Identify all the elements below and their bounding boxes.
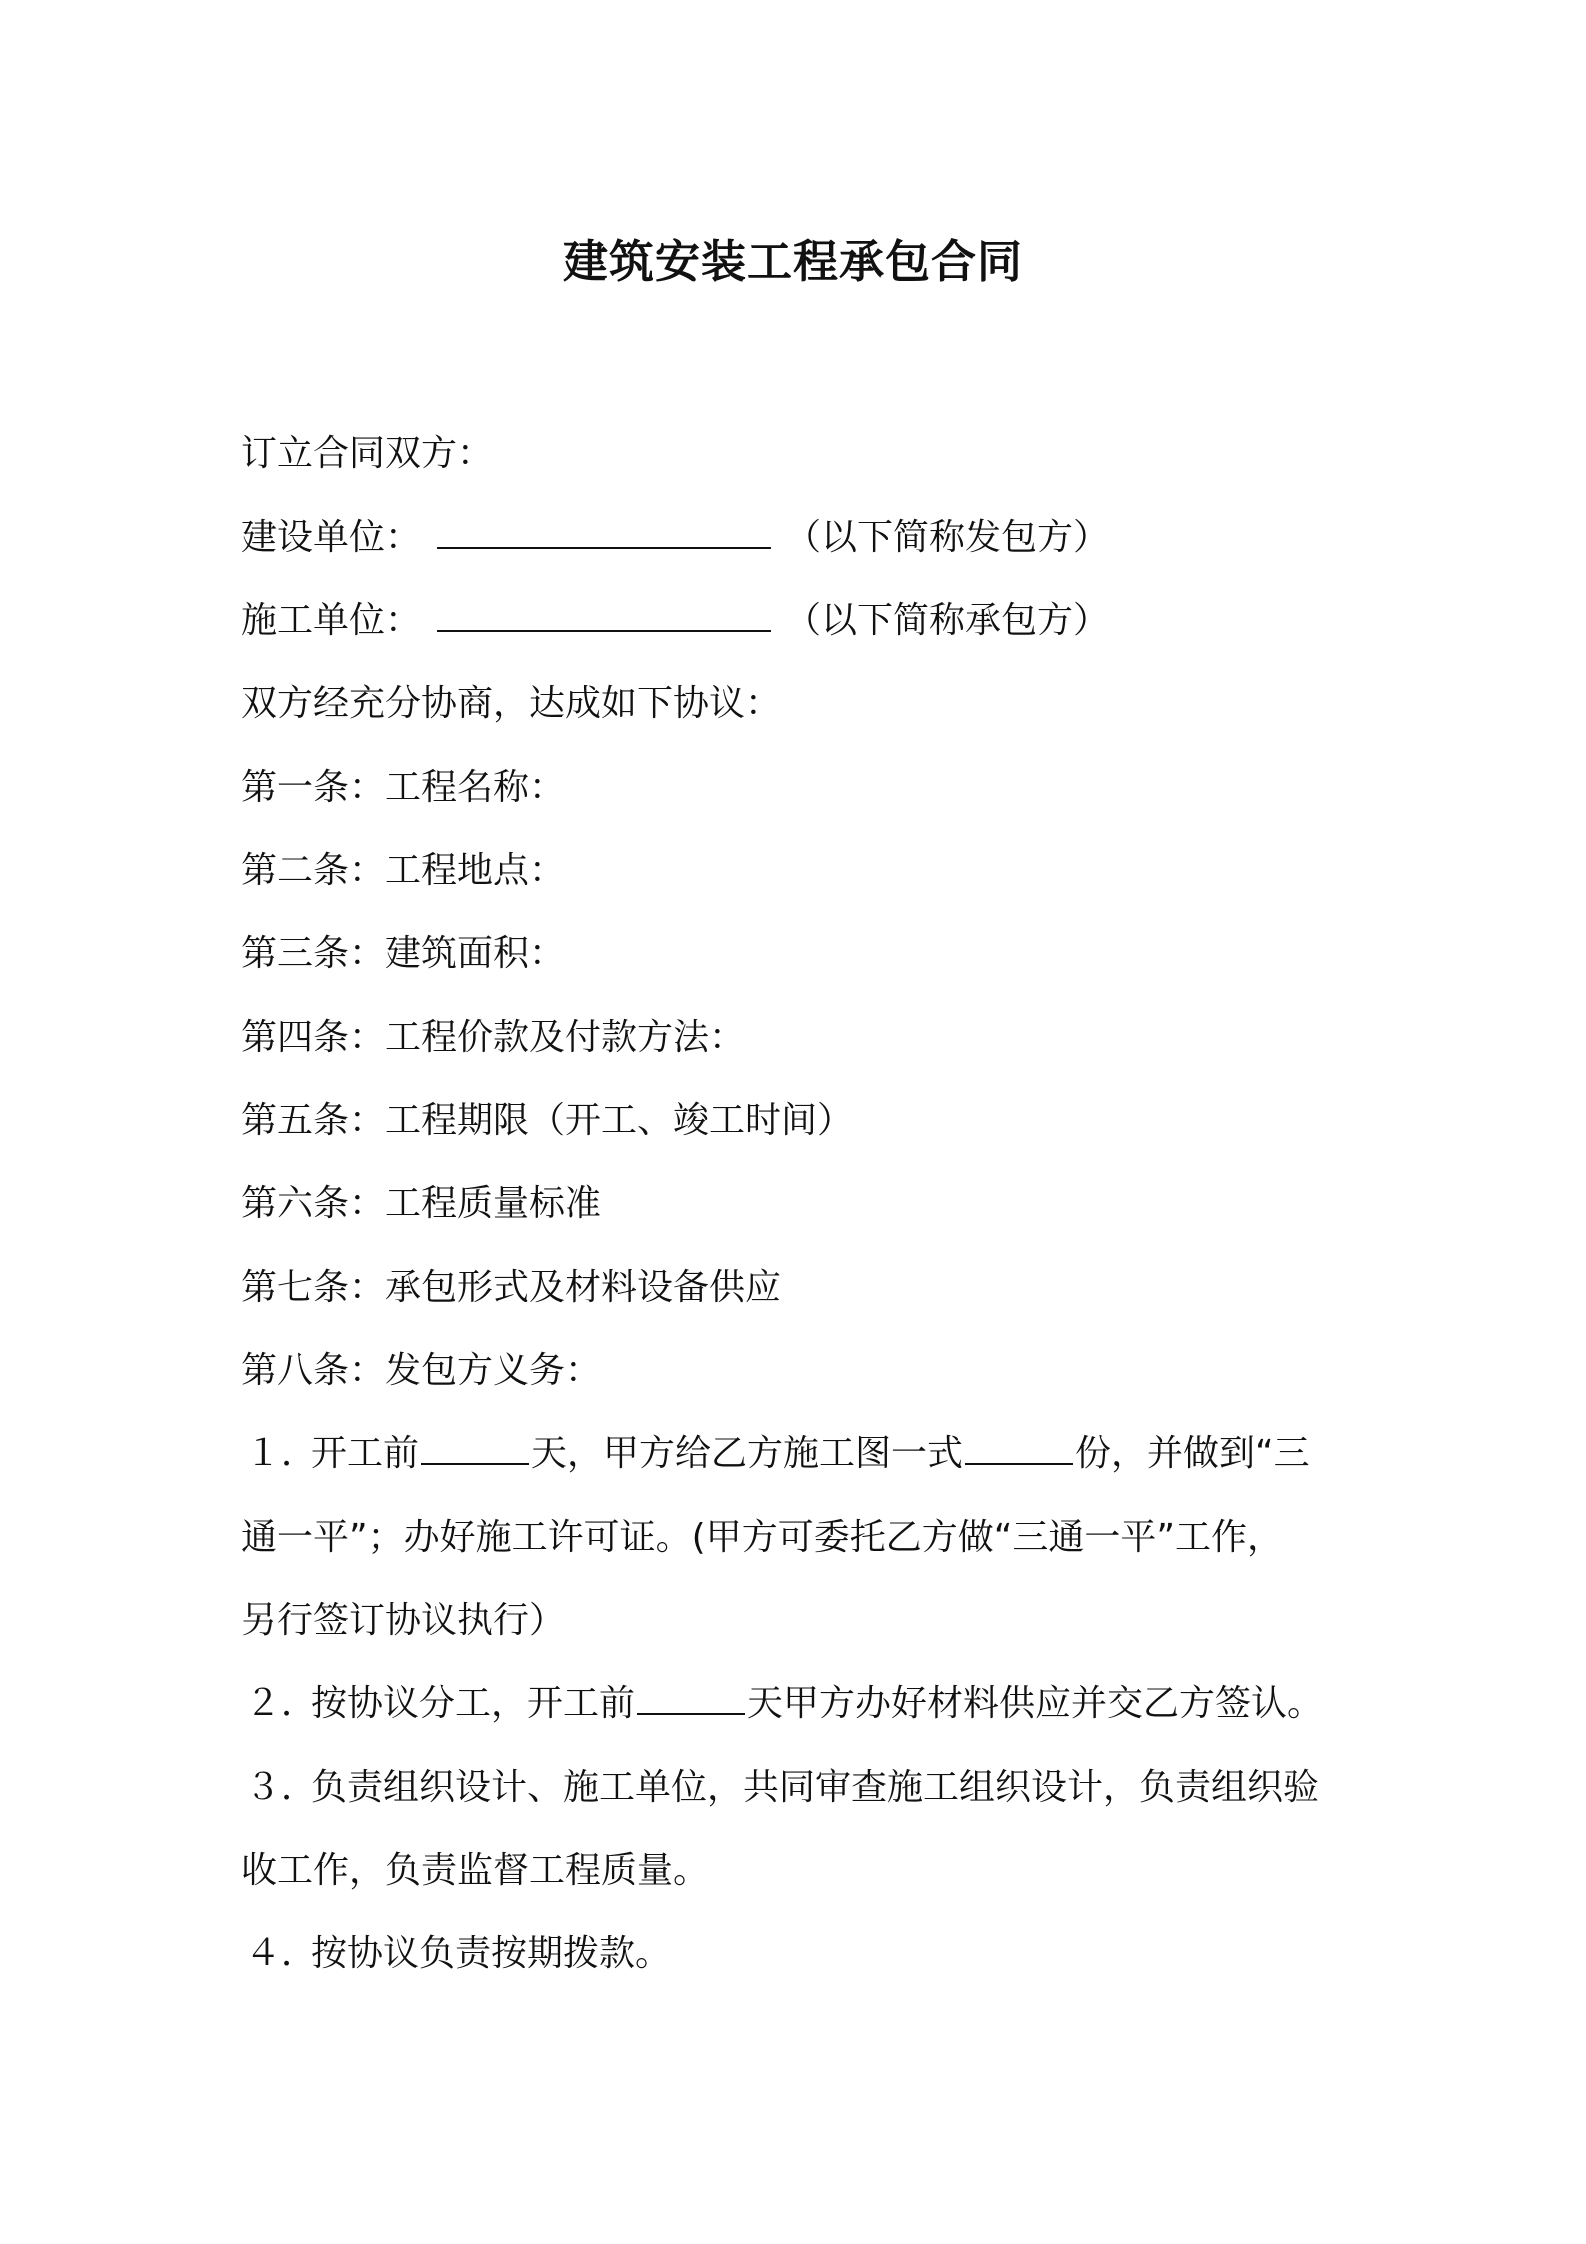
contractor-line (241, 595, 1109, 647)
article-1: 第一条：工程名称： (241, 767, 566, 808)
item-3-line-1 (241, 1762, 1319, 1814)
item-4-text: 按协议负责按期拨款。 (311, 1933, 672, 1974)
item-2-days-blank (637, 1683, 745, 1715)
item-1-text-b: 天，甲方给乙方施工图一式 (531, 1433, 964, 1474)
article-6: 第六条：工程质量标准 (241, 1183, 602, 1224)
contractor-suffix: （以下简称承包方） (785, 600, 1110, 641)
agreement-intro: 双方经充分协商，达成如下协议： (241, 683, 782, 724)
item-4-number: ４． (245, 1933, 318, 1974)
item-1-line-3: 另行签订协议执行） (241, 1600, 566, 1641)
item-1-days-blank (421, 1433, 529, 1465)
article-7: 第七条：承包形式及材料设备供应 (241, 1267, 782, 1308)
parties-intro: 订立合同双方： (241, 433, 494, 474)
page-title: 建筑安装工程承包合同 (562, 235, 1023, 288)
item-2-text-a: 按协议分工，开工前 (311, 1683, 636, 1724)
item-2 (241, 1678, 1323, 1730)
owner-line (241, 512, 1109, 564)
owner-blank-field (437, 517, 771, 549)
item-1-text-c: 份，并做到“三 (1075, 1433, 1310, 1474)
item-4 (241, 1928, 671, 1980)
item-3-text-1: 负责组织设计、施工单位，共同审查施工组织设计，负责组织验 (311, 1767, 1320, 1808)
item-1-text-a: 开工前 (311, 1433, 420, 1474)
item-1-line-1 (241, 1428, 1310, 1480)
article-8: 第八条：发包方义务： (241, 1350, 602, 1391)
article-4: 第四条：工程价款及付款方法： (241, 1017, 746, 1058)
item-3-number: ３． (245, 1767, 318, 1808)
contractor-label: 施工单位： (241, 600, 422, 641)
item-1-number: １． (245, 1433, 318, 1474)
item-3-line-2: 收工作，负责监督工程质量。 (241, 1850, 710, 1891)
item-1-copies-blank (965, 1433, 1073, 1465)
item-2-text-b: 天甲方办好材料供应并交乙方签认。 (747, 1683, 1324, 1724)
article-3: 第三条：建筑面积： (241, 933, 566, 974)
item-2-number: ２． (245, 1683, 318, 1724)
owner-suffix: （以下简称发包方） (785, 517, 1110, 558)
owner-label: 建设单位： (241, 517, 422, 558)
contractor-blank-field (437, 600, 771, 632)
item-1-line-2: 通一平”；办好施工许可证。(甲方可委托乙方做“三通一平”工作， (241, 1517, 1283, 1558)
article-2: 第二条：工程地点： (241, 850, 566, 891)
article-5: 第五条：工程期限（开工、竣工时间） (241, 1100, 854, 1141)
